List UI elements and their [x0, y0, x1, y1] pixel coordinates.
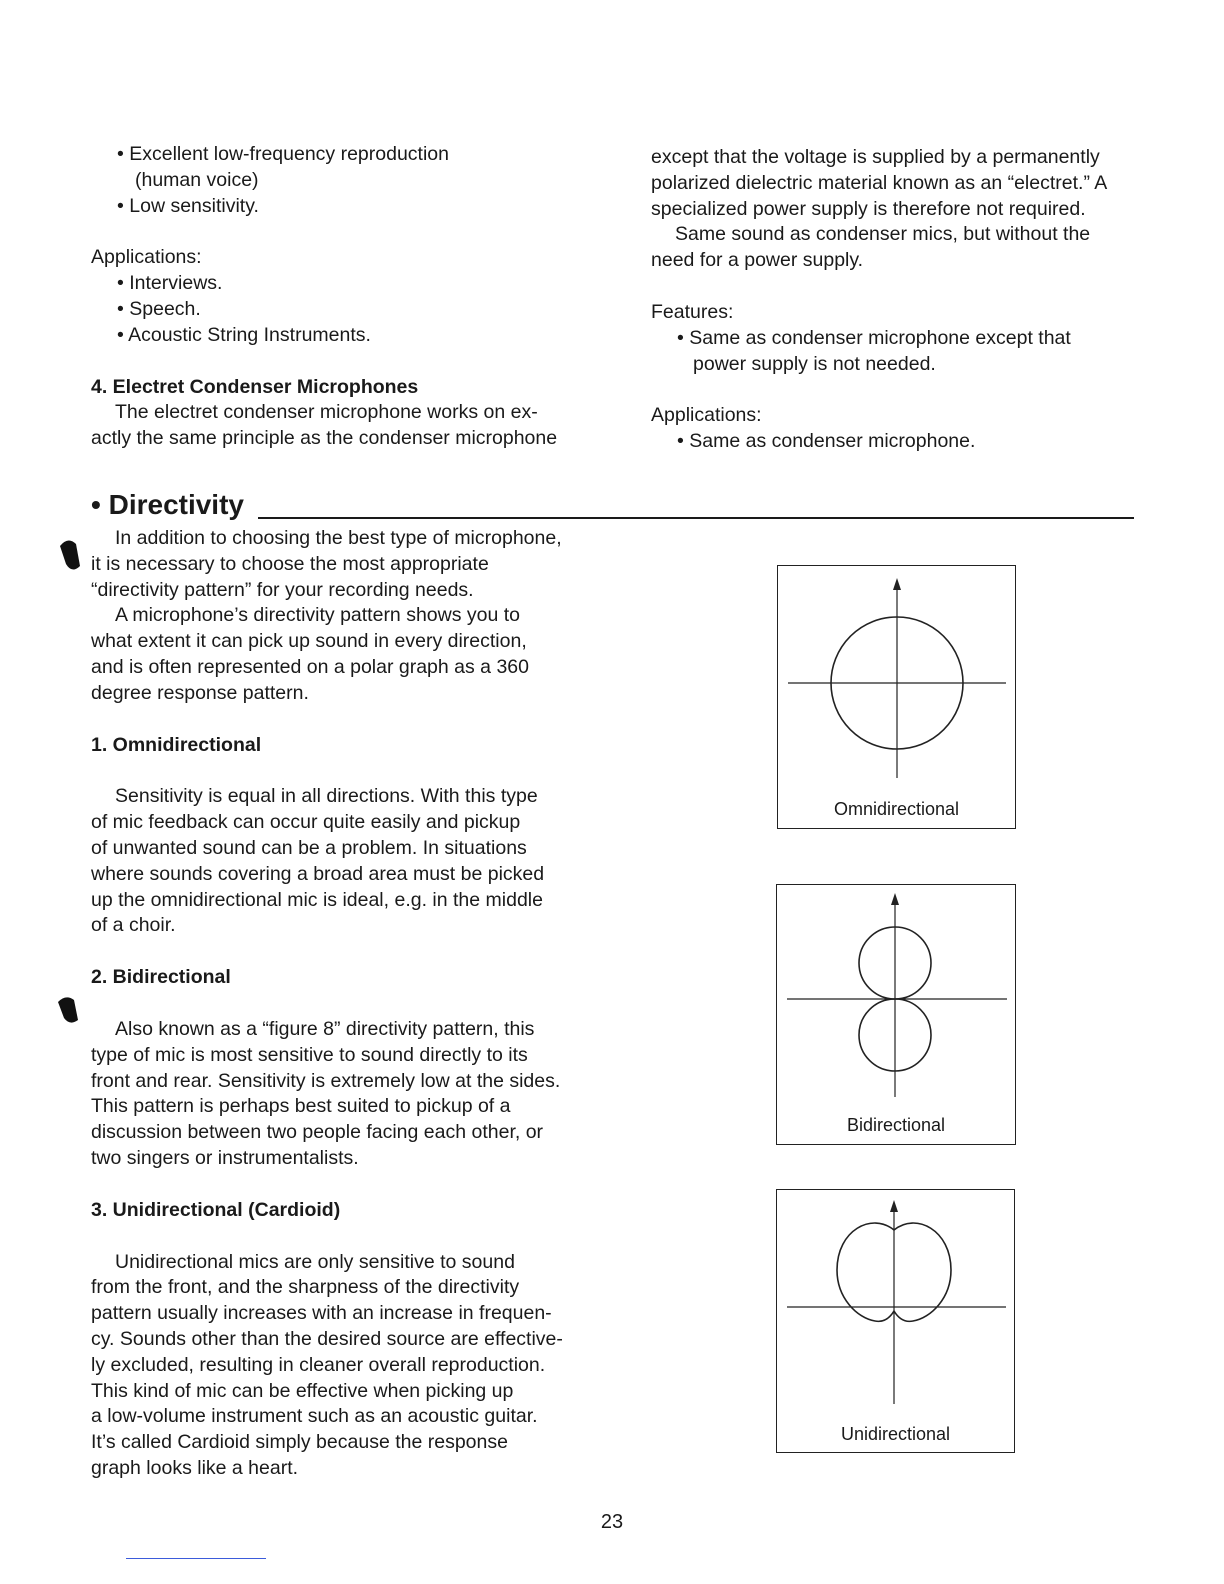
unidirectional-polar-icon	[777, 1190, 1016, 1454]
paragraph-line: except that the voltage is supplied by a permanently	[651, 146, 1100, 168]
paragraph-line: A microphone’s directivity pattern shows you to	[115, 604, 521, 627]
paragraph-line: Also known as a “figure 8” directivity pattern, this	[115, 1017, 535, 1040]
unidirectional-figure	[776, 1189, 1015, 1453]
figure-caption: Unidirectional	[840, 1424, 951, 1444]
list-item-continuation: (human voice)	[135, 168, 259, 191]
section-heading: 1. Omnidirectional	[91, 733, 262, 756]
heading-rule	[258, 517, 1134, 519]
paragraph-line: what extent it can pick up sound in every direction,	[91, 630, 527, 653]
figure-caption: Omnidirectional	[833, 799, 960, 819]
omnidirectional-polar-icon	[778, 566, 1017, 830]
paragraph-line: cy. Sounds other than the desired source are effective-	[91, 1327, 563, 1350]
applications-label: Applications:	[651, 404, 762, 427]
binder-mark-icon	[54, 536, 84, 576]
list-item: • Excellent low-frequency reproduction	[117, 143, 450, 165]
list-item: • Speech.	[117, 297, 201, 320]
paragraph-line: two singers or instrumentalists.	[91, 1146, 359, 1169]
omnidirectional-figure	[777, 565, 1016, 829]
list-item: • Same as condenser microphone.	[677, 430, 976, 453]
features-label: Features:	[651, 300, 734, 323]
section-heading: 2. Bidirectional	[91, 966, 231, 989]
paragraph-line: In addition to choosing the best type of microphone,	[115, 527, 562, 549]
list-item: • Interviews.	[117, 272, 223, 295]
list-item: • Acoustic String Instruments.	[117, 323, 371, 346]
bidirectional-figure	[776, 884, 1016, 1145]
directivity-body	[91, 526, 591, 1482]
paragraph-line: actly the same principle as the condenser microphone	[91, 427, 558, 450]
paragraph-line: front and rear. Sensitivity is extremely low at the sides.	[91, 1069, 561, 1092]
bidirectional-polar-icon	[777, 885, 1017, 1146]
directivity-title: • Directivity	[91, 489, 244, 520]
paragraph-line: where sounds covering a broad area must be picked	[91, 862, 545, 885]
paragraph-line: of unwanted sound can be a problem. In situations	[91, 836, 527, 859]
paragraph-line: discussion between two people facing each other, or	[91, 1121, 544, 1144]
paragraph-line: specialized power supply is therefore not required.	[651, 197, 1086, 220]
paragraph-line: This kind of mic can be effective when picking up	[91, 1379, 514, 1402]
binder-mark-icon	[54, 994, 84, 1028]
paragraph-line: “directivity pattern” for your recording needs.	[91, 578, 474, 601]
section-heading: 4. Electret Condenser Microphones	[91, 375, 419, 398]
paragraph-line: a low-volume instrument such as an acoustic guitar.	[91, 1405, 538, 1428]
paragraph-line: pattern usually increases with an increase in frequen-	[91, 1302, 552, 1325]
paragraph-line: up the omnidirectional mic is ideal, e.g. in the middle	[91, 888, 543, 911]
paragraph-line: ly excluded, resulting in cleaner overall reproduction.	[91, 1353, 546, 1376]
paragraph-line: need for a power supply.	[651, 249, 864, 272]
paragraph-line: Unidirectional mics are only sensitive to sound	[115, 1250, 515, 1273]
paragraph-line: and is often represented on a polar graph as a 360	[91, 655, 529, 678]
paragraph-line: degree response pattern.	[91, 681, 309, 704]
list-item: • Low sensitivity.	[117, 194, 259, 217]
paragraph-line: from the front, and the sharpness of the directivity	[91, 1276, 520, 1299]
left-top-column	[91, 142, 591, 452]
list-item: • Same as condenser microphone except that	[677, 326, 1071, 349]
paragraph-line: It’s called Cardioid simply because the response	[91, 1431, 508, 1454]
figure-caption: Bidirectional	[846, 1115, 946, 1135]
list-item-continuation: power supply is not needed.	[693, 352, 936, 375]
paragraph-line: of mic feedback can occur quite easily and pickup	[91, 811, 521, 834]
paragraph-line: Same sound as condenser mics, but without the	[675, 223, 1091, 246]
footer-rule	[126, 1558, 266, 1559]
paragraph-line: it is necessary to choose the most appropriate	[91, 552, 489, 575]
paragraph-line: This pattern is perhaps best suited to pickup of a	[91, 1095, 511, 1118]
right-top-column	[651, 145, 1151, 455]
paragraph-line: polarized dielectric material known as an “electret.” A	[651, 171, 1108, 194]
section-heading: 3. Unidirectional (Cardioid)	[91, 1198, 341, 1221]
page-number: 23	[600, 1511, 624, 1533]
paragraph-line: The electret condenser microphone works on ex-	[115, 401, 538, 424]
paragraph-line: Sensitivity is equal in all directions. With this type	[115, 785, 538, 808]
paragraph-line: type of mic is most sensitive to sound directly to its	[91, 1043, 528, 1066]
applications-label: Applications:	[91, 246, 202, 269]
paragraph-line: graph looks like a heart.	[91, 1456, 299, 1479]
paragraph-line: of a choir.	[91, 914, 176, 937]
